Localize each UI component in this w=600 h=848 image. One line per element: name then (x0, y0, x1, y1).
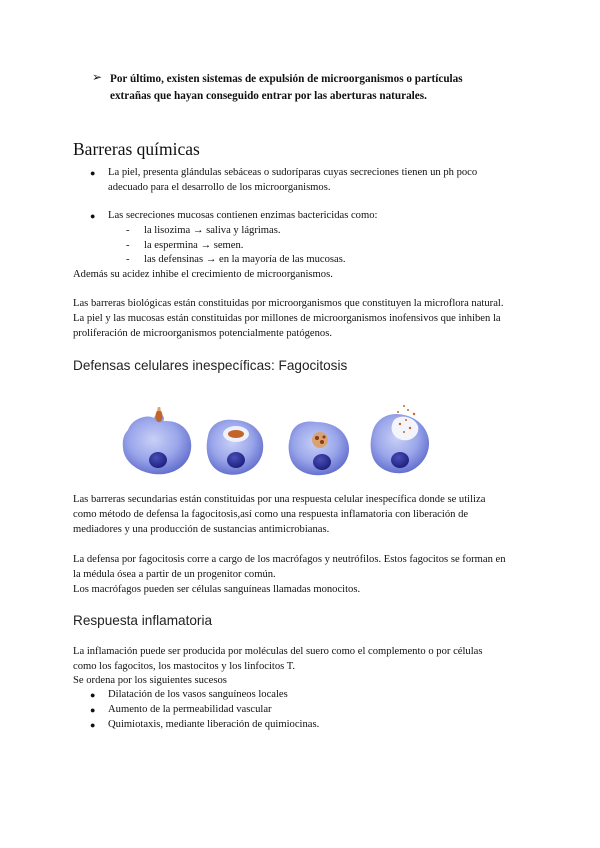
inflam-item-1: Dilatación de los vasos sanguíneos locales (108, 689, 288, 700)
subitem-espermina: la espermina → semen. (144, 240, 244, 251)
macrophage-cell-2 (207, 420, 264, 475)
acidity-line: Además su acidez inhibe el crecimiento de microorganismos. (73, 269, 333, 280)
bullet-icon: ● (90, 705, 96, 715)
intro-line-2: extrañas que hayan conseguido entrar por las aberturas naturales. (110, 90, 427, 102)
bullet-icon: ● (90, 211, 96, 221)
macrophage-cell-1 (123, 407, 191, 474)
bio-line-2: La piel y las mucosas están constituidas por millones de microorganismos inofensivos que inhiben la (73, 313, 501, 324)
phago-p2-line-3: Los macrófagos pueden ser células sanguíneas llamadas monocitos. (73, 584, 361, 595)
bio-line-3: proliferación de microorganismos potencialmente patógenos. (73, 328, 332, 339)
intro-line-1: Por último, existen sistemas de expulsión de microorganismos o partículas (110, 73, 463, 85)
inflam-line-2: como los fagocitos, los mastocitos y los linfocitos T. (73, 661, 296, 672)
heading-fagocitosis: Defensas celulares inespecíficas: Fagocitosis (73, 358, 348, 373)
inflam-line-1: La inflamación puede ser producida por moléculas del suero como el complemento o por células (73, 646, 483, 657)
subitem-lisozima: la lisozima → saliva y lágrimas. (144, 225, 281, 236)
nucleus-icon (149, 452, 167, 468)
phago-p2-line-1: La defensa por fagocitosis corre a cargo de los macrófagos y neutrófilos. Estos fagocitos se forman en (73, 554, 506, 565)
heading-respuesta-inflamatoria: Respuesta inflamatoria (73, 613, 213, 628)
phago-p1-line-3: mediadores y una producción de sustancias antimicrobianas. (73, 524, 330, 535)
phago-p1-line-2: como método de defensa la fagocitosis,así como una respuesta inflamatoria con liberación de (73, 509, 469, 520)
particle-icon (156, 410, 163, 422)
bullet-icon: ● (90, 168, 96, 178)
phago-p1-line-1: Las barreras secundarias están constituidas por una respuesta celular inespecífica donde se utiliza (73, 494, 486, 505)
nucleus-icon (313, 454, 331, 470)
subitem-defensinas: las defensinas → en la mayoría de las mucosas. (144, 254, 346, 265)
skin-line-2: adecuado para el desarrollo de los microorganismos. (108, 182, 331, 193)
macrophage-cell-4 (371, 405, 429, 473)
bullet-icon: ● (90, 720, 96, 730)
macrophage-cell-3 (289, 422, 349, 476)
bullet-icon: ● (90, 690, 96, 700)
inflam-item-2: Aumento de la permeabilidad vascular (108, 704, 272, 715)
nucleus-icon (227, 452, 245, 468)
mucosa-line: Las secreciones mucosas contienen enzimas bactericidas como: (108, 210, 378, 221)
bio-line-1: Las barreras biológicas están constituidas por microorganismos que constituyen la microflora natural. (73, 298, 504, 309)
heading-barreras-quimicas: Barreras químicas (73, 139, 200, 159)
inflam-line-3: Se ordena por los siguientes sucesos (73, 675, 227, 686)
particle-icon (228, 430, 244, 438)
dash-icon: - (126, 240, 130, 251)
phagocytosis-illustration (118, 404, 438, 480)
phago-p2-line-2: la médula ósea a partir de un progenitor común. (73, 569, 276, 580)
arrow-bullet-icon: ➢ (92, 70, 103, 84)
nucleus-icon (391, 452, 409, 468)
dash-icon: - (126, 225, 130, 236)
inflam-item-3: Quimiotaxis, mediante liberación de quimiocinas. (108, 719, 320, 730)
skin-line-1: La piel, presenta glándulas sebáceas o sudoríparas cuyas secreciones tienen un ph poco (108, 167, 478, 178)
dash-icon: - (126, 254, 130, 265)
